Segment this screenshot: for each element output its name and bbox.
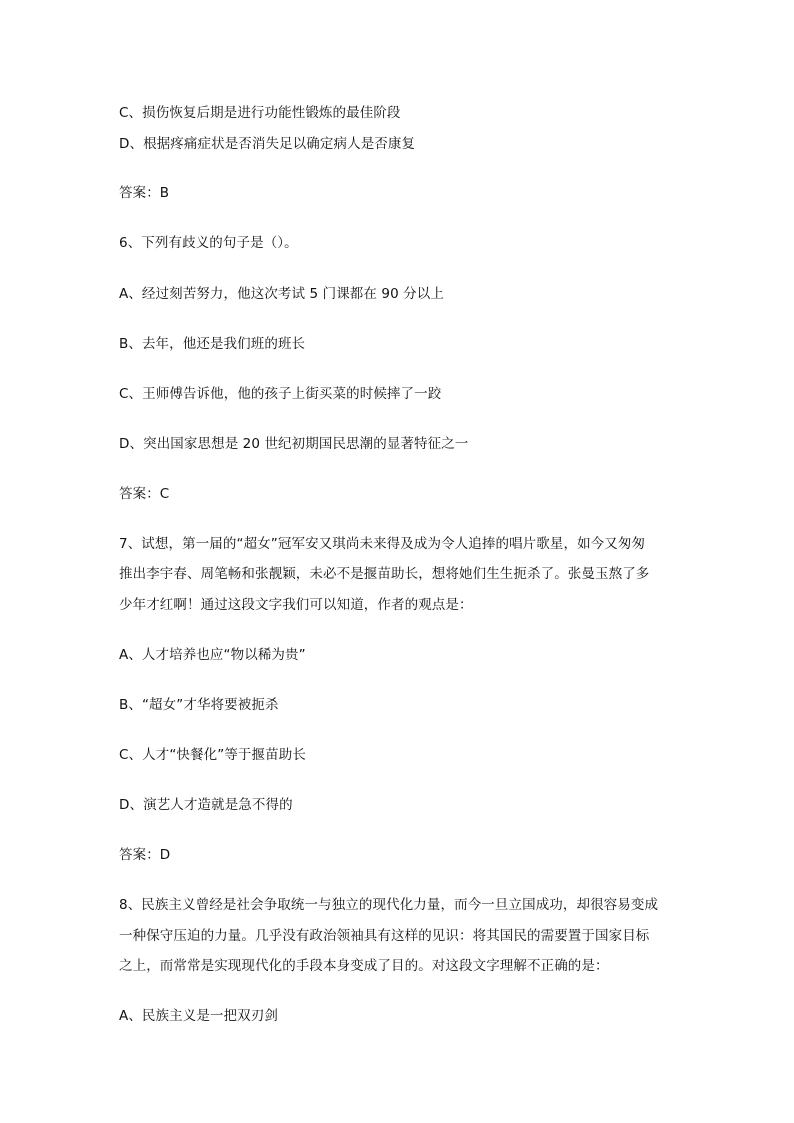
option-c-q7: C、人才“快餐化”等于揠苗助长 bbox=[119, 747, 306, 763]
option-a-q6: A、经过刻苦努力，他这次考试 5 门课都在 90 分以上 bbox=[119, 286, 444, 302]
question-8-line-2: 一种保守压迫的力量。几乎没有政治领袖具有这样的见识：将其国民的需要置于国家目标 bbox=[119, 928, 650, 944]
question-7-line-1: 7、试想，第一届的“超女”冠军安又琪尚未来得及成为令人追捧的唱片歌星，如今又匆匆 bbox=[119, 536, 646, 552]
answer-q6: 答案：C bbox=[119, 486, 170, 502]
question-6: 6、下列有歧义的句子是（）。 bbox=[119, 235, 298, 251]
question-7-line-2: 推出李宇春、周笔畅和张靓颖，未必不是揠苗助长，想将她们生生扼杀了。张曼玉熬了多 bbox=[119, 566, 650, 582]
question-8-line-1: 8、民族主义曾经是社会争取统一与独立的现代化力量，而今一旦立国成功，却很容易变成 bbox=[119, 897, 659, 913]
option-d-q6: D、突出国家思想是 20 世纪初期国民思潮的显著特征之一 bbox=[119, 436, 469, 452]
option-d-q5: D、根据疼痛症状是否消失足以确定病人是否康复 bbox=[119, 136, 416, 152]
answer-q7: 答案：D bbox=[119, 847, 171, 863]
question-8-line-3: 之上，而常常是实现现代化的手段本身变成了目的。对这段文字理解不正确的是： bbox=[119, 958, 609, 974]
option-c-q5: C、损伤恢复后期是进行功能性锻炼的最佳阶段 bbox=[119, 105, 401, 121]
question-7-line-3: 少年才红啊！通过这段文字我们可以知道，作者的观点是： bbox=[119, 597, 473, 613]
option-d-q7: D、演艺人才造就是急不得的 bbox=[119, 797, 293, 813]
option-b-q7: B、“超女”才华将要被扼杀 bbox=[119, 697, 279, 713]
option-c-q6: C、王师傅告诉他，他的孩子上街买菜的时候摔了一跤 bbox=[119, 386, 442, 402]
option-a-q8: A、民族主义是一把双刃剑 bbox=[119, 1008, 278, 1024]
option-b-q6: B、去年，他还是我们班的班长 bbox=[119, 336, 306, 352]
option-a-q7: A、人才培养也应“物以稀为贵” bbox=[119, 647, 306, 663]
answer-q5: 答案：B bbox=[119, 185, 170, 201]
